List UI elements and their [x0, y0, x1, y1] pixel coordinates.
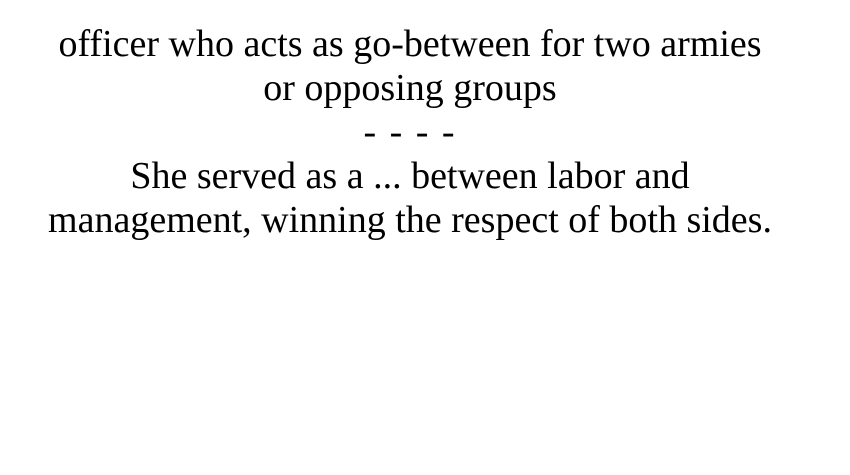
example-line-2: management, winning the respect of both sides.: [48, 199, 772, 241]
flashcard: [0, 0, 820, 242]
definition-line-1: officer who acts as go-between for two armies: [58, 23, 762, 65]
definition: [0, 22, 820, 110]
definition-line-2: or opposing groups: [263, 67, 557, 109]
example-sentence: [0, 154, 820, 242]
separator: - - - -: [363, 111, 457, 153]
example-line-1: She served as a ... between labor and: [130, 155, 690, 197]
